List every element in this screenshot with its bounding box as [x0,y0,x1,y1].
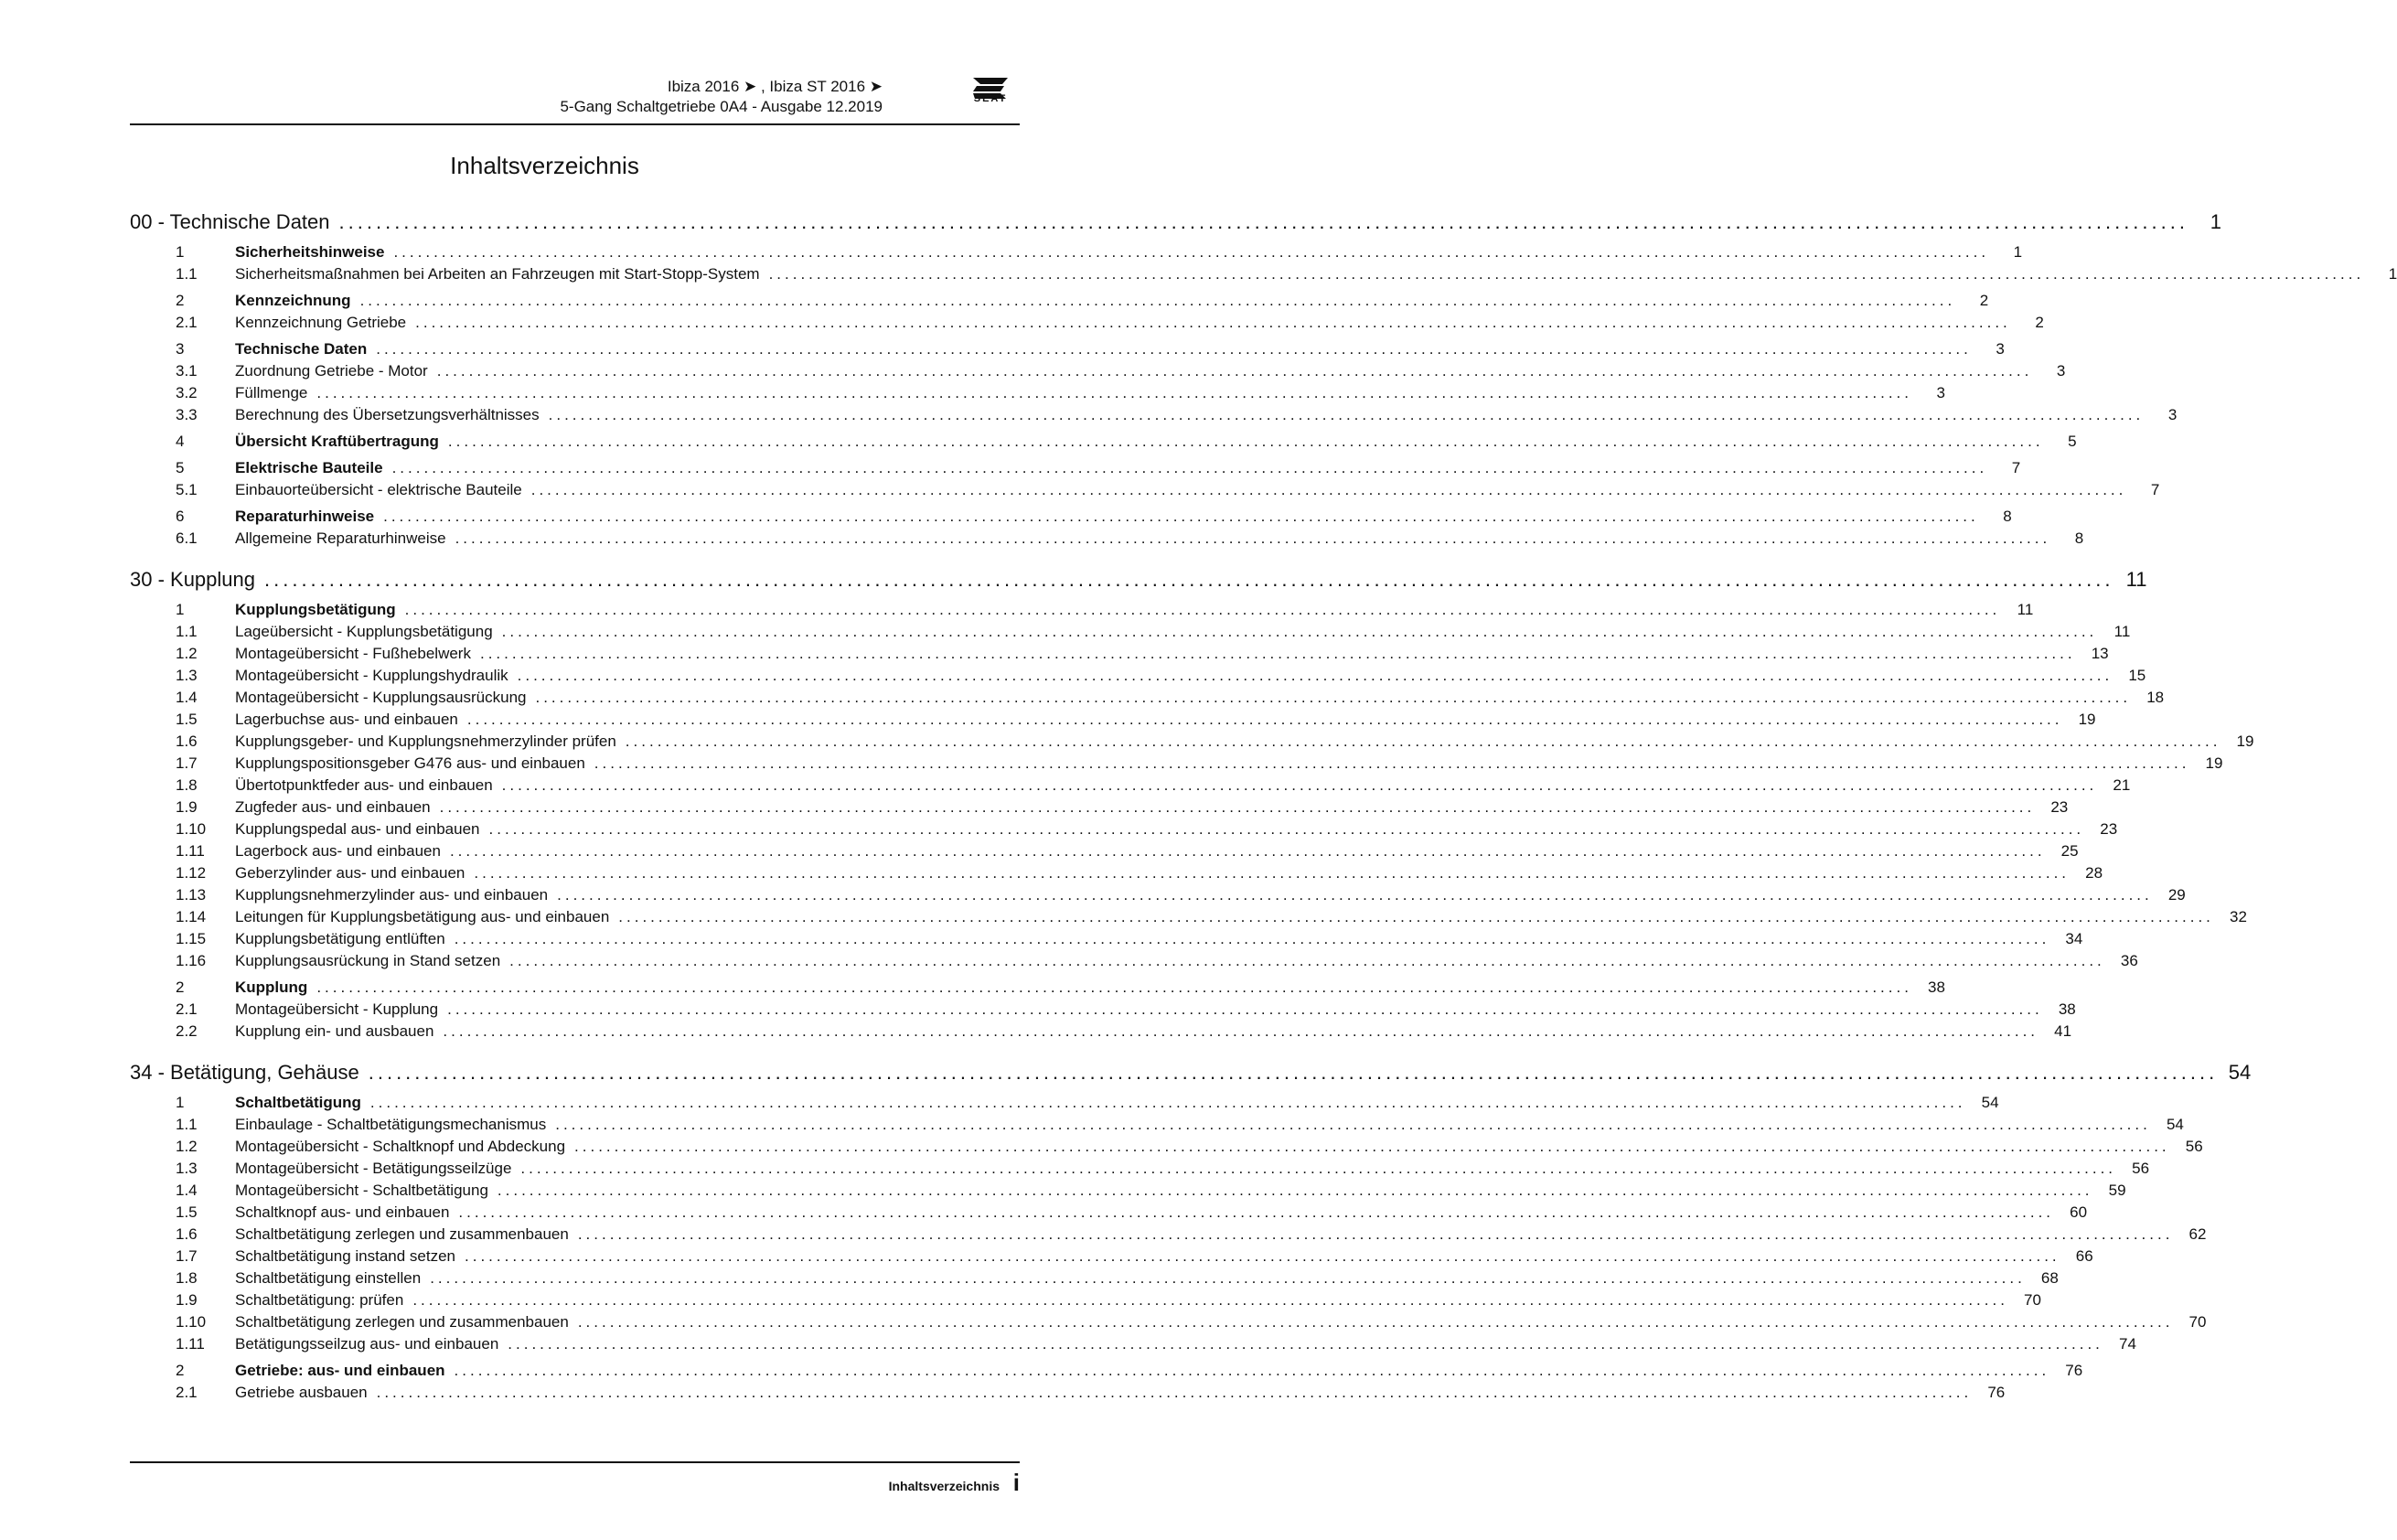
toc-entry-number: 3.1 [176,362,198,380]
toc-entry-number: 1.1 [176,265,198,283]
toc-entry[interactable] [130,524,2084,548]
toc-entry-page: 3 [2056,362,2066,380]
toc-entry-page: 13 [2091,645,2109,662]
toc-entry[interactable] [130,1198,2088,1222]
toc-entry-page: 34 [2065,930,2083,947]
toc-entry[interactable] [130,1220,2207,1244]
toc-entry-page: 23 [2100,820,2118,838]
toc-entry-number: 1 [176,1094,185,1111]
dot-leader: ........................................................................................................................................................................................................ [520,1160,2117,1177]
toc-entry-number: 1.6 [176,1225,198,1243]
toc-entry-title: Schaltbetätigung zerlegen und zusammenbauen [235,1313,569,1331]
toc-entry[interactable] [130,1154,2150,1178]
toc-entry-number: 1.16 [176,952,207,969]
dot-leader: ........................................................................................................................................................................................................ [447,433,2044,450]
dot-leader: ........................................................................................................................................................................................................ [548,406,2145,423]
dot-leader: ........................................................................................................................................................................................................ [376,340,1972,358]
toc-entry-page: 3 [1936,384,1946,401]
dot-leader: ........................................................................................................................................................................................................ [455,529,2051,547]
dot-leader: ........................................................................................................................................................................................................ [404,601,2001,618]
toc-entry-page: 1 [2388,265,2397,283]
toc-entry-title: Montageübersicht - Schaltbetätigung [235,1182,488,1199]
toc-entry-page: 15 [2128,667,2146,684]
dot-leader: ........................................................................................................................................................................................................ [530,481,2127,498]
toc-entry-page: 19 [2205,754,2223,772]
toc-entry-page: 36 [2120,952,2138,969]
toc-entry-title: Allgemeine Reparaturhinweise [235,529,446,547]
toc-entry-title: Schaltbetätigung: prüfen [235,1291,404,1309]
toc-entry[interactable] [130,357,2066,380]
dot-leader: ........................................................................................................................................................................................................ [443,1022,2039,1040]
toc-entry[interactable] [130,1330,2136,1353]
dot-leader: ........................................................................................................................................................................................................ [474,864,2071,882]
dot-leader: ........................................................................................................................................................................................................ [535,689,2132,706]
dot-leader: ........................................................................................................................................................................................................ [509,952,2105,969]
toc-entry-title: 00 - Technische Daten [130,210,330,233]
toc-entry-number: 1.8 [176,776,198,794]
toc-entry-title: Lagerbuchse aus- und einbauen [235,711,458,728]
toc-entry-page: 76 [1987,1384,2006,1401]
toc-entry-title: Getriebe: aus- und einbauen [235,1362,445,1379]
dot-leader: ........................................................................................................................................................................................................ [316,979,1912,996]
toc-entry-page: 56 [2132,1160,2150,1177]
toc-entry-title: Kupplungspositionsgeber G476 aus- und einbauen [235,754,585,772]
toc-entry-page: 66 [2075,1247,2093,1265]
toc-entry-number: 3 [176,340,185,358]
toc-entry[interactable] [130,925,2083,948]
toc-entry-page: 8 [2003,508,2012,525]
toc-entry[interactable] [130,995,2076,1019]
toc-entry[interactable] [130,973,1945,997]
toc-entry-page: 2 [2035,314,2044,331]
toc-entry-title: Reparaturhinweise [235,508,375,525]
toc-entry-number: 1.5 [176,1203,198,1221]
toc-entry-title: Montageübersicht - Kupplung [235,1000,439,1018]
toc-entry-title: Übersicht Kraftübertragung [235,433,439,450]
toc-entry-number: 2.1 [176,1384,198,1401]
toc-entry-title: Berechnung des Übersetzungsverhältnisses [235,406,540,423]
document-header [560,77,883,117]
toc-entry-number: 1.11 [176,842,205,860]
toc-entry-page: 3 [1996,340,2005,358]
dot-leader: ........................................................................................................................................................................................................ [439,798,2036,816]
toc-entry-page: 74 [2119,1335,2136,1353]
dot-leader: ........................................................................................................................................................................................................ [555,1116,2151,1133]
dot-leader: ........................................................................................................................................................................................................ [517,667,2113,684]
dot-leader: ........................................................................................................................................................................................................ [574,1138,2170,1155]
toc-entry-page: 7 [2150,481,2160,498]
toc-entry-title: Montageübersicht - Kupplungshydraulik [235,667,508,684]
toc-entry-number: 2 [176,1362,185,1379]
toc-entry-title: Schaltbetätigung zerlegen und zusammenbauen [235,1225,569,1243]
dot-leader: ........................................................................................................................................................................................................ [479,645,2076,662]
dot-leader: ........................................................................................................................................................................................................ [458,1203,2055,1221]
seat-logo-text: SEAT [973,93,1008,104]
toc-entry-title: Kupplungspedal aus- und einbauen [235,820,480,838]
toc-entry-title: Kupplungsbetätigung entlüften [235,930,445,947]
dot-leader: ........................................................................................................................................................................................................ [369,1094,1966,1111]
toc-entry-title: 34 - Betätigung, Gehäuse [130,1061,359,1084]
toc-entry-title: Kennzeichnung Getriebe [235,314,407,331]
dot-leader: ........................................................................................................................................................................................................ [557,886,2153,904]
toc-entry-title: Geberzylinder aus- und einbauen [235,864,465,882]
toc-entry-number: 3.2 [176,384,198,401]
toc-entry-title: Sicherheitsmaßnahmen bei Arbeiten an Fahrzeugen mit Start-Stopp-System [235,265,760,283]
toc-entry-title: Einbauorteübersicht - elektrische Bauteile [235,481,522,498]
toc-entry-page: 19 [2236,733,2254,750]
toc-entry-page: 54 [1981,1094,1999,1111]
toc-entry[interactable] [130,1286,2041,1310]
toc-entry-number: 2 [176,979,185,996]
toc-entry-number: 4 [176,433,185,450]
toc-entry[interactable] [130,568,2147,592]
toc-entry-title: Schaltknopf aus- und einbauen [235,1203,450,1221]
toc-entry-number: 2.1 [176,314,198,331]
toc-entry[interactable] [130,683,2165,707]
toc-entry-number: 1.2 [176,1138,198,1155]
toc-entry-page: 56 [2185,1138,2203,1155]
dot-leader: ........................................................................................................................................................................................................ [625,733,2221,750]
dot-leader: ........................................................................................................................................................................................................ [412,1291,2008,1309]
toc-entry[interactable] [130,1242,2093,1266]
toc-entry-title: 30 - Kupplung [130,568,255,591]
toc-entry-page: 29 [2167,886,2186,904]
toc-entry-number: 1.10 [176,1313,207,1331]
toc-entry-page: 59 [2108,1182,2126,1199]
toc-entry-number: 1.1 [176,623,198,640]
toc-entry[interactable] [130,308,2044,332]
toc-entry-title: Lageübersicht - Kupplungsbetätigung [235,623,493,640]
toc-entry-number: 1.9 [176,798,198,816]
toc-entry-number: 5 [176,459,185,476]
toc-entry-number: 3.3 [176,406,198,423]
toc-entry[interactable] [130,661,2146,685]
header-divider [130,123,1020,125]
toc-entry-number: 1.1 [176,1116,198,1133]
toc-entry-page: 70 [2024,1291,2041,1309]
header-gearbox-line: 5-Gang Schaltgetriebe 0A4 - Ausgabe 12.2019 [560,98,883,115]
toc-entry-page: 18 [2146,689,2165,706]
toc-entry-title: Zugfeder aus- und einbauen [235,798,431,816]
toc-entry-page: 54 [2228,1061,2252,1084]
dot-leader: ........................................................................................................................................................................................................ [264,568,2114,591]
toc-entry-page: 19 [2078,711,2096,728]
toc-entry[interactable] [130,1264,2059,1288]
toc-entry[interactable] [130,1132,2203,1156]
toc-entry-page: 11 [2125,568,2147,591]
toc-entry[interactable] [130,749,2223,773]
toc-entry[interactable] [130,617,2131,641]
dot-leader: ........................................................................................................................................................................................................ [465,1247,2060,1265]
toc-entry-number: 1 [176,601,185,618]
toc-entry-page: 23 [2050,798,2069,816]
toc-entry[interactable] [130,401,2178,424]
toc-entry[interactable] [130,1088,1999,1112]
toc-entry-number: 1.7 [176,754,198,772]
toc-entry-page: 8 [2074,529,2084,547]
page-title: Inhaltsverzeichnis [450,152,639,179]
dot-leader: ........................................................................................................................................................................................................ [393,243,1990,261]
toc-entry-title: Montageübersicht - Betätigungsseilzüge [235,1160,512,1177]
dot-leader: ........................................................................................................................................................................................................ [577,1313,2174,1331]
toc-entry-title: Kupplungsgeber- und Kupplungsnehmerzylinder prüfen [235,733,616,750]
toc-entry-number: 1.11 [176,1335,205,1353]
toc-entry-title: Schaltbetätigung instand setzen [235,1247,456,1265]
toc-entry-number: 5.1 [176,481,198,498]
toc-entry-number: 1.3 [176,667,198,684]
toc-entry-number: 1.10 [176,820,207,838]
dot-leader: ........................................................................................................................................................................................................ [447,1000,2043,1018]
toc-entry-page: 70 [2188,1313,2207,1331]
toc-entry-number: 1.13 [176,886,207,904]
toc-entry-page: 21 [2113,776,2131,794]
toc-entry-number: 1.15 [176,930,207,947]
toc-entry-number: 1 [176,243,185,261]
toc-entry[interactable] [130,859,2103,882]
toc-entry-number: 1.14 [176,908,207,925]
toc-entry[interactable] [130,837,2079,861]
toc-entry-title: Kennzeichnung [235,292,351,309]
toc-entry[interactable] [130,286,1989,310]
toc-entry-page: 76 [2065,1362,2083,1379]
toc-entry[interactable] [130,1356,2083,1380]
toc-entry[interactable] [130,379,1946,402]
toc-entry-number: 1.4 [176,1182,198,1199]
dot-leader: ........................................................................................................................................................................................................ [454,1362,2050,1379]
toc-entry-number: 1.5 [176,711,198,728]
toc-entry[interactable] [130,1017,2072,1041]
toc-entry-title: Einbaulage - Schaltbetätigungsmechanismus [235,1116,547,1133]
toc-entry-title: Kupplungsbetätigung [235,601,396,618]
toc-entry[interactable] [130,815,2118,839]
toc-entry-page: 28 [2085,864,2103,882]
toc-entry-page: 54 [2166,1116,2184,1133]
toc-entry-title: Betätigungsseilzug aus- und einbauen [235,1335,499,1353]
toc-entry-number: 1.4 [176,689,198,706]
toc-entry[interactable] [130,705,2096,729]
dot-leader: ........................................................................................................................................................................................................ [768,265,2365,283]
dot-leader: ........................................................................................................................................................................................................ [508,1335,2103,1353]
toc-entry-page: 62 [2188,1225,2207,1243]
toc-entry-number: 1.8 [176,1269,198,1287]
toc-entry[interactable] [130,595,2034,619]
toc-entry-number: 1.7 [176,1247,198,1265]
toc-entry-page: 3 [2167,406,2178,423]
toc-entry-page: 2 [1979,292,1989,309]
toc-entry-title: Kupplungsnehmerzylinder aus- und einbauen [235,886,549,904]
toc-entry[interactable] [130,454,2021,477]
toc-entry[interactable] [130,1110,2184,1134]
toc-entry-number: 1.2 [176,645,198,662]
toc-entry-page: 1 [2013,243,2023,261]
toc-entry-title: Kupplungsausrückung in Stand setzen [235,952,501,969]
toc-entry-title: Kupplung [235,979,308,996]
footer-divider [130,1461,1020,1463]
dot-leader: ........................................................................................................................................................................................................ [449,842,2046,860]
toc-entry-title: Füllmenge [235,384,308,401]
toc-entry-title: Zuordnung Getriebe - Motor [235,362,428,380]
toc-entry-page: 68 [2040,1269,2059,1287]
toc-entry-title: Elektrische Bauteile [235,459,383,476]
toc-entry-number: 6.1 [176,529,198,547]
dot-leader: ........................................................................................................................................................................................................ [618,908,2214,925]
toc-entry-number: 2.2 [176,1022,198,1040]
toc-entry[interactable] [130,238,2023,262]
toc-entry-number: 1.3 [176,1160,198,1177]
toc-entry-page: 60 [2070,1203,2088,1221]
toc-entry-page: 7 [2011,459,2021,476]
toc-entry[interactable] [130,793,2069,817]
toc-entry-title: Schaltbetätigung einstellen [235,1269,422,1287]
toc-entry-number: 2 [176,292,185,309]
toc-entry-number: 6 [176,508,185,525]
toc-entry[interactable] [130,946,2138,970]
dot-leader: ........................................................................................................................................................................................................ [391,459,1988,476]
toc-entry[interactable] [130,502,2012,526]
toc-entry-title: Schaltbetätigung [235,1094,361,1111]
dot-leader: ........................................................................................................................................................................................................ [454,930,2050,947]
toc-entry-title: Montageübersicht - Fußhebelwerk [235,645,471,662]
toc-entry-page: 25 [2060,842,2079,860]
toc-entry-title: Technische Daten [235,340,368,358]
toc-entry[interactable] [130,903,2247,926]
toc-entry-page: 11 [2017,601,2034,618]
toc-entry-title: Kupplung ein- und ausbauen [235,1022,434,1040]
toc-entry[interactable] [130,210,2221,234]
toc-entry-number: 1.6 [176,733,198,750]
toc-entry[interactable] [130,335,2005,358]
toc-entry[interactable] [130,260,2397,283]
toc-entry-page: 38 [1928,979,1945,996]
toc-entry-title: Montageübersicht - Schaltknopf und Abdeckung [235,1138,566,1155]
toc-entry[interactable] [130,639,2109,663]
toc-entry[interactable] [130,476,2160,499]
dot-leader: ........................................................................................................................................................................................................ [436,362,2033,380]
toc-entry-page: 1 [2210,210,2221,233]
footer-page-number: i [1012,1469,1020,1496]
toc-entry[interactable] [130,1176,2126,1200]
toc-entry[interactable] [130,881,2186,904]
toc-entry[interactable] [130,1061,2252,1085]
toc-entry-title: Lagerbock aus- und einbauen [235,842,441,860]
toc-entry-title: Leitungen für Kupplungsbetätigung aus- und einbauen [235,908,610,925]
dot-leader: ........................................................................................................................................................................................................ [497,1182,2093,1199]
dot-leader: ........................................................................................................................................................................................................ [383,508,1979,525]
toc-entry-title: Übertotpunktfeder aus- und einbauen [235,776,493,794]
dot-leader: ........................................................................................................................................................................................................ [359,292,1956,309]
dot-leader: ........................................................................................................................................................................................................ [368,1061,2219,1084]
toc-entry[interactable] [130,771,2131,795]
toc-entry-number: 2.1 [176,1000,198,1018]
toc-entry-page: 38 [2058,1000,2076,1018]
dot-leader: ........................................................................................................................................................................................................ [430,1269,2026,1287]
toc-entry-page: 5 [2068,433,2077,450]
toc-entry[interactable] [130,427,2077,451]
toc-entry[interactable] [130,727,2254,751]
dot-leader: ........................................................................................................................................................................................................ [415,314,2011,331]
header-model-line: Ibiza 2016 ➤ , Ibiza ST 2016 ➤ [667,78,883,95]
dot-leader: ........................................................................................................................................................................................................ [501,623,2098,640]
toc-entry[interactable] [130,1378,2006,1402]
dot-leader: ........................................................................................................................................................................................................ [376,1384,1973,1401]
toc-entry-page: 32 [2230,908,2247,925]
toc-entry-page: 41 [2054,1022,2072,1040]
footer-label: Inhaltsverzeichnis [888,1479,1000,1493]
toc-entry-title: Sicherheitshinweise [235,243,385,261]
toc-entry-title: Montageübersicht - Kupplungsausrückung [235,689,527,706]
toc-entry-number: 1.9 [176,1291,198,1309]
dot-leader: ........................................................................................................................................................................................................ [594,754,2190,772]
dot-leader: ........................................................................................................................................................................................................ [501,776,2098,794]
dot-leader: ........................................................................................................................................................................................................ [488,820,2085,838]
dot-leader: ........................................................................................................................................................................................................ [577,1225,2174,1243]
toc-entry-number: 1.12 [176,864,207,882]
toc-entry-title: Getriebe ausbauen [235,1384,368,1401]
toc-entry[interactable] [130,1308,2207,1331]
dot-leader: ........................................................................................................................................................................................................ [338,210,2188,233]
toc-entry-page: 11 [2113,623,2131,640]
dot-leader: ........................................................................................................................................................................................................ [316,384,1913,401]
dot-leader: ........................................................................................................................................................................................................ [466,711,2063,728]
